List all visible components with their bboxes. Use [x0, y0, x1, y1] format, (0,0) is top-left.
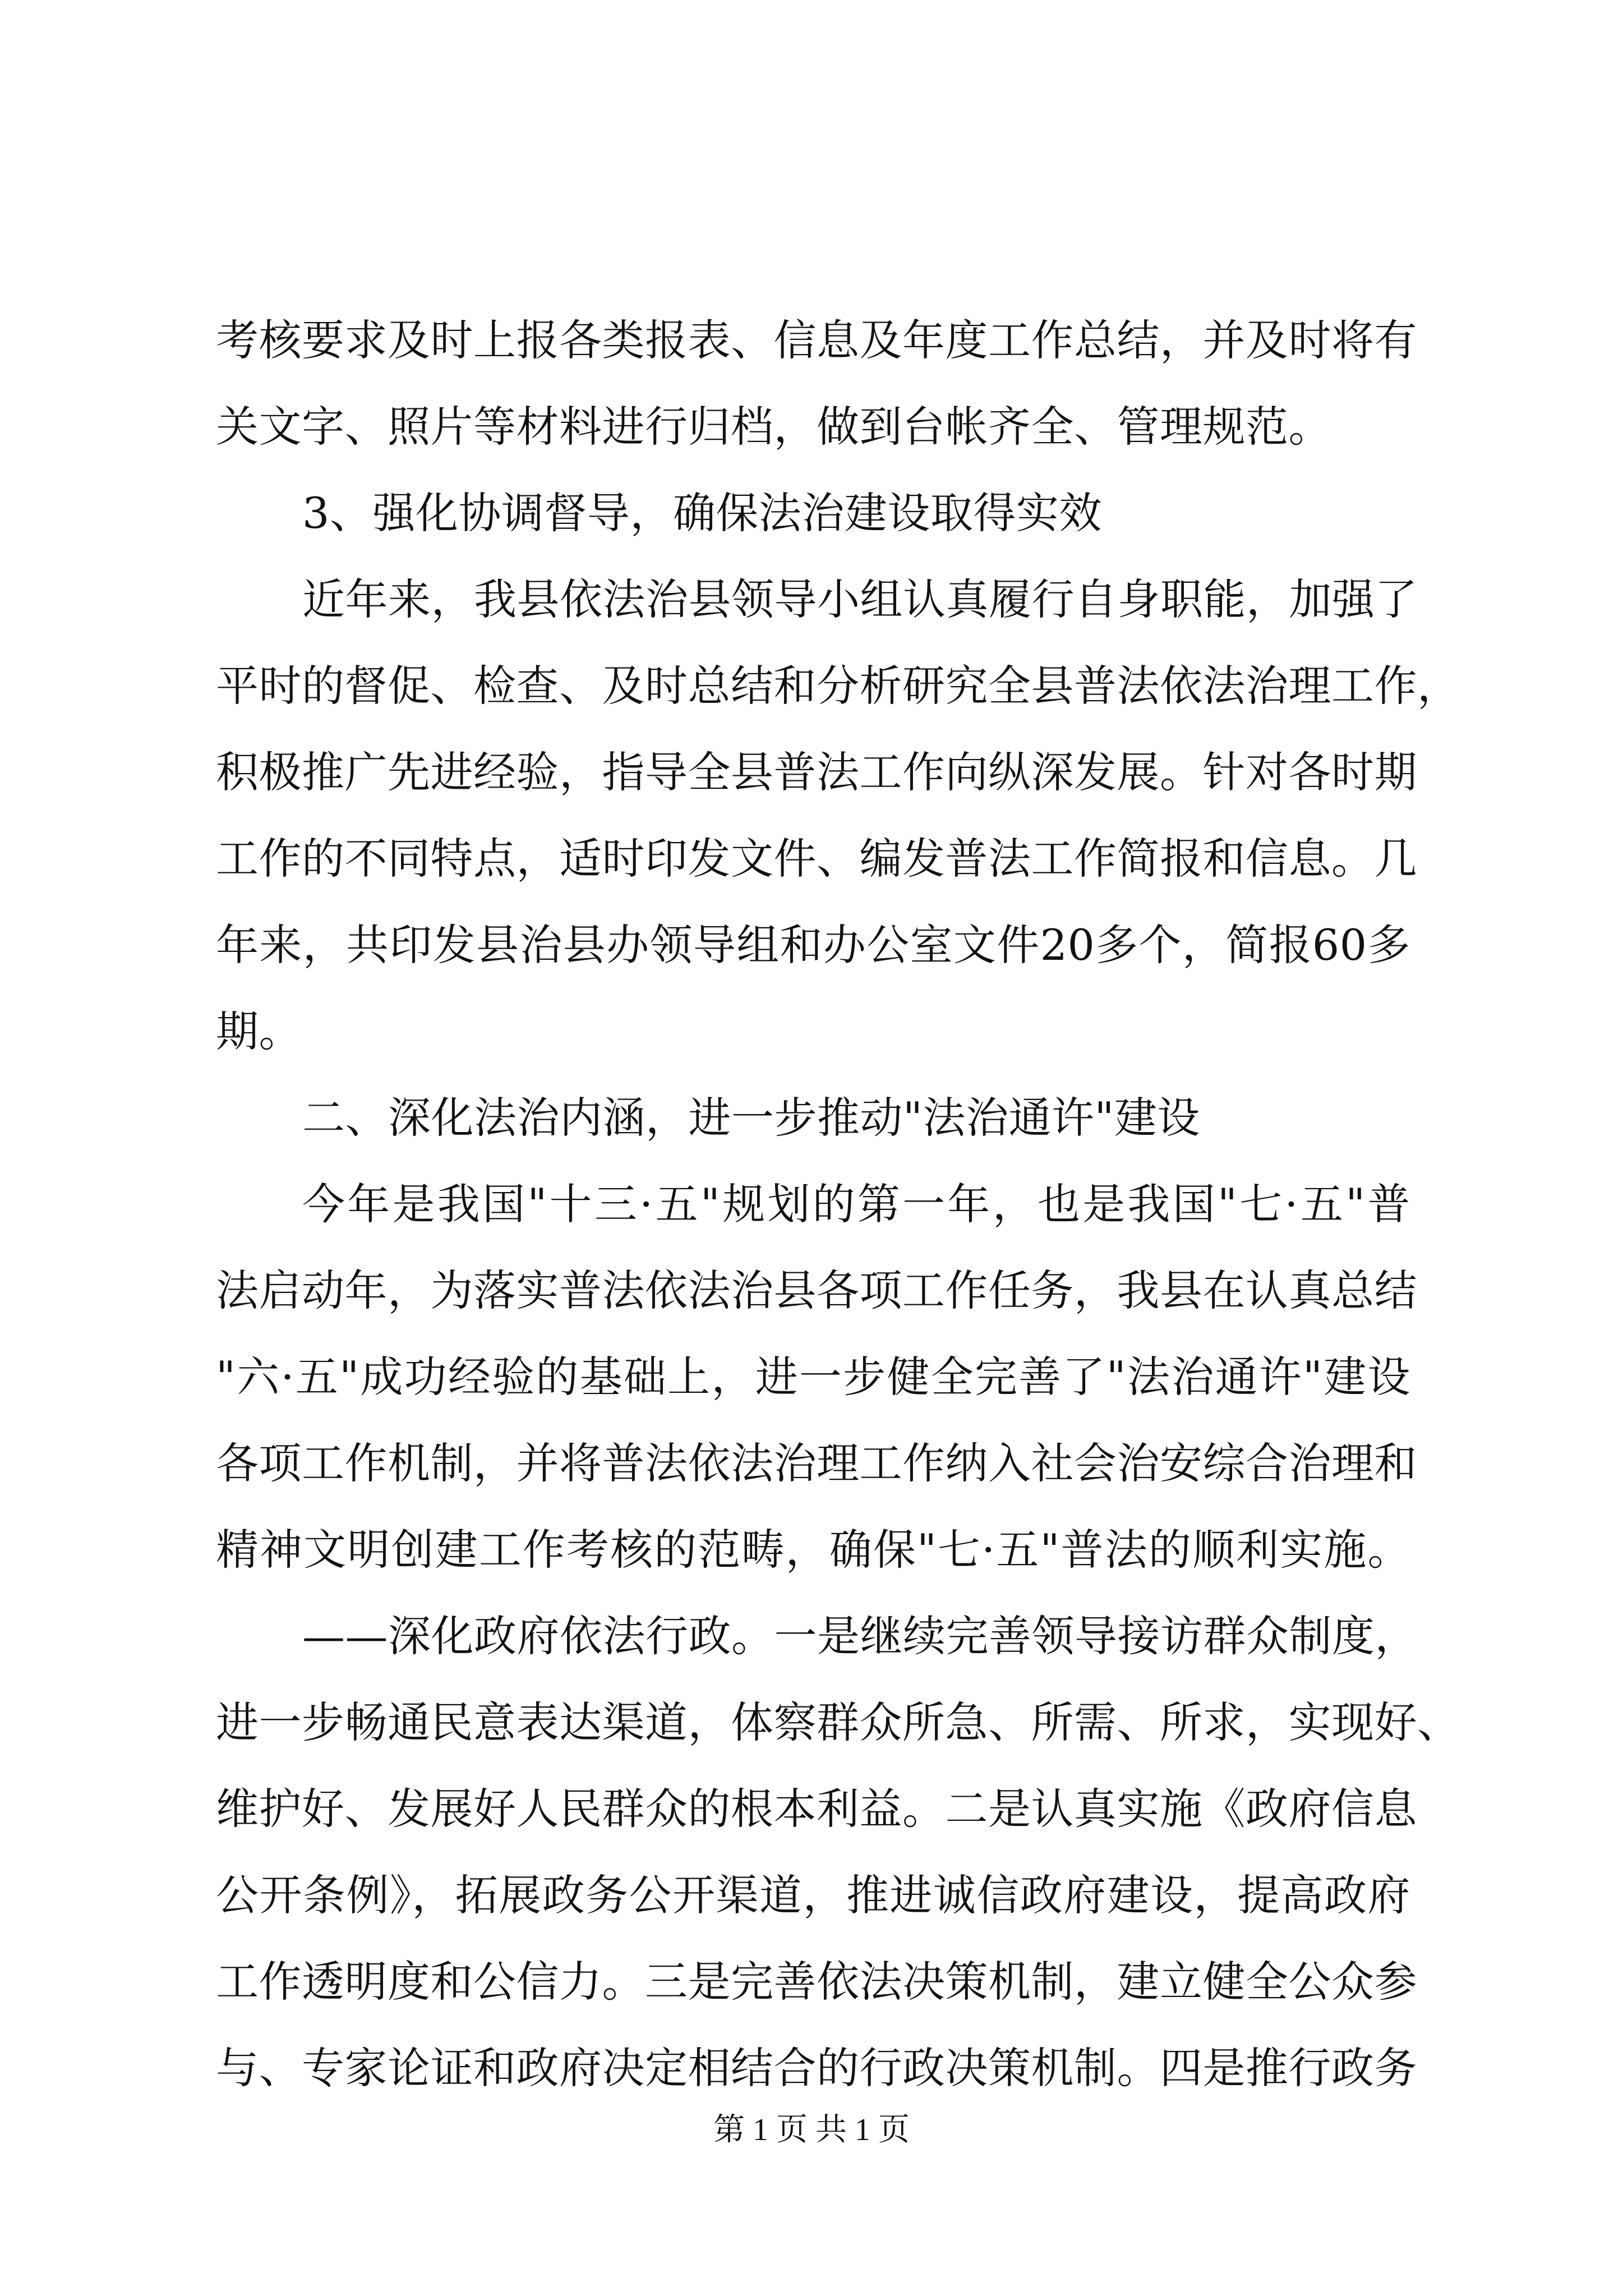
text-line: ——深化政府依法行政。一是继续完善领导接访群众制度， — [302, 1611, 1418, 1661]
text-line: 工作透明度和公信力。三是完善依法决策机制，建立健全公众参 — [216, 1957, 1417, 2007]
text-line: 工作的不同特点，适时印发文件、编发普法工作简报和信息。几 — [216, 834, 1417, 884]
document-body — [216, 297, 1460, 2111]
text-line: 平时的督促、检查、及时总结和分析研究全县普法依法治理工作， — [216, 661, 1460, 711]
text-line: 进一步畅通民意表达渠道，体察群众所急、所需、所求，实现好、 — [216, 1697, 1460, 1747]
text-line: 各项工作机制，并将普法依法治理工作纳入社会治安综合治理和 — [216, 1438, 1417, 1488]
text-line: 积极推广先进经验，指导全县普法工作向纵深发展。针对各时期 — [216, 747, 1417, 797]
text-line: 法启动年，为落实普法依法治县各项工作任务，我县在认真总结 — [216, 1266, 1417, 1315]
text-line: 近年来，我县依法治县领导小组认真履行自身职能，加强了 — [302, 574, 1418, 624]
text-line: 期。 — [216, 1006, 302, 1056]
text-line: 维护好、发展好人民群众的根本利益。二是认真实施《政府信息 — [216, 1784, 1417, 1834]
section-heading: 二、深化法治内涵，进一步推动"法治通许"建设 — [302, 1093, 1200, 1143]
text-line: 与、专家论证和政府决定相结合的行政决策机制。四是推行政务 — [216, 2043, 1417, 2093]
page-number-footer: 第 1 页 共 1 页 — [713, 2113, 910, 2147]
text-line: "六·五"成功经验的基础上，进一步健全完善了"法治通许"建设 — [216, 1352, 1410, 1402]
text-line: 关文字、照片等材料进行归档，做到台帐齐全、管理规范。 — [216, 402, 1331, 452]
section-heading: 3、强化协调督导，确保法治建设取得实效 — [302, 488, 1102, 538]
text-line: 考核要求及时上报各类报表、信息及年度工作总结，并及时将有 — [216, 315, 1417, 365]
text-line: 精神文明创建工作考核的范畴，确保"七·五"普法的顺利实施。 — [216, 1525, 1410, 1575]
text-line: 年来，共印发县治县办领导组和办公室文件20多个，简报60多 — [216, 920, 1410, 970]
text-line: 公开条例》，拓展政务公开渠道，推进诚信政府建设，提高政府 — [216, 1870, 1410, 1920]
text-line: 今年是我国"十三·五"规划的第一年，也是我国"七·五"普 — [302, 1179, 1410, 1229]
